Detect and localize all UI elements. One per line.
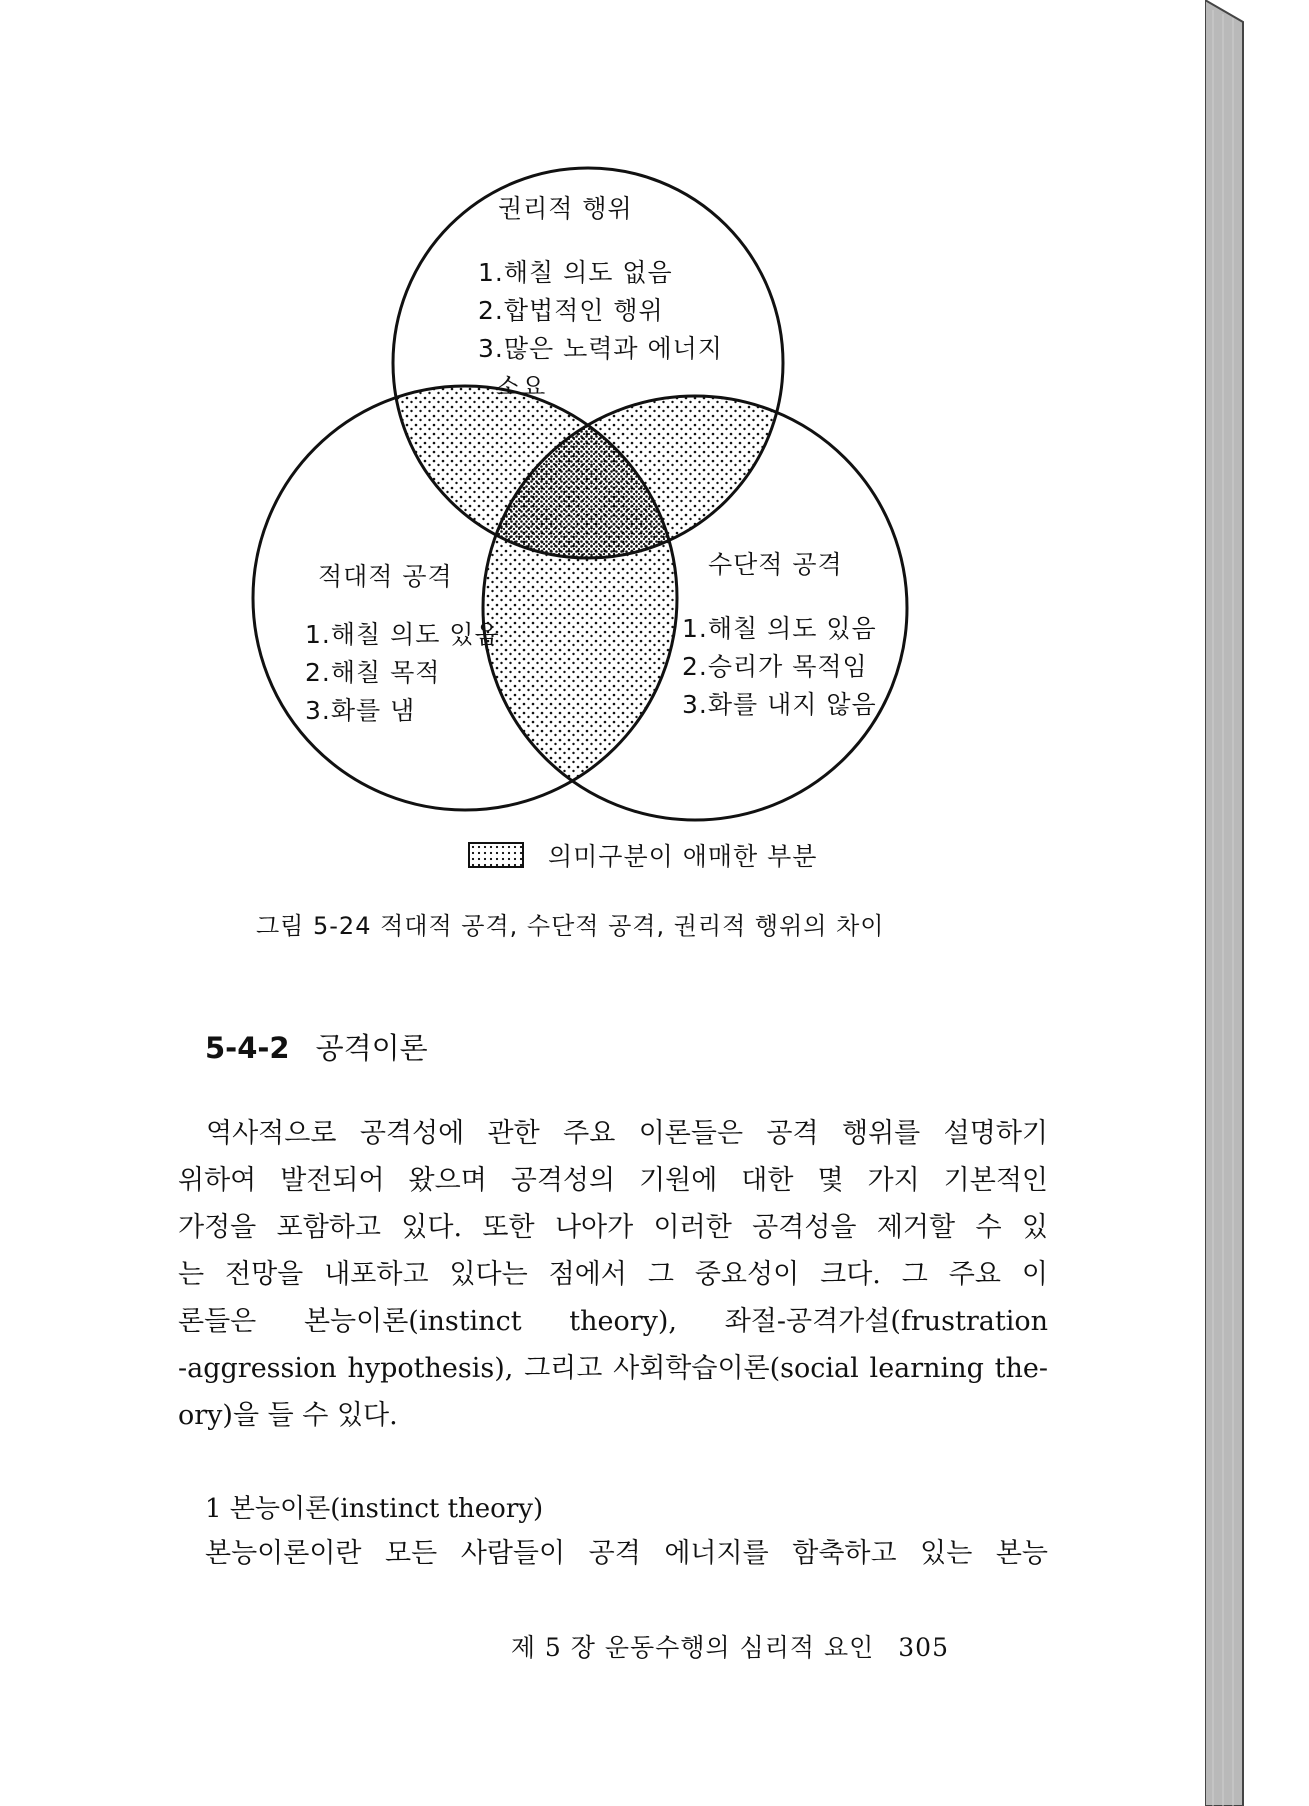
circle-top-text [498, 190, 633, 246]
circle-left-title-wrap [318, 558, 453, 596]
circle-right-title-wrap [708, 546, 843, 584]
circle-left-item: 1.해칠 의도 있음 [305, 620, 500, 649]
circle-top-title: 권리적 행위 [498, 194, 633, 223]
paragraph-line: 는 전망을 내포하고 있다는 점에서 그 중요성이 크다. 그 주요 이 [178, 1259, 1048, 1290]
section-number: 5-4-2 [205, 1031, 290, 1065]
subsection-heading: 1 본능이론(instinct theory) [205, 1494, 544, 1524]
paragraph-line: 가정을 포함하고 있다. 또한 나아가 이러한 공격성을 제거할 수 있 [178, 1212, 1048, 1243]
section-title: 공격이론 [315, 1031, 428, 1065]
circle-left-title: 적대적 공격 [318, 562, 453, 591]
section-paragraph [178, 1110, 1048, 1439]
venn-diagram [0, 0, 1205, 900]
paragraph-line: 역사적으로 공격성에 관한 주요 이론들은 공격 행위를 설명하기 [206, 1118, 1048, 1149]
page-footer [511, 1628, 949, 1664]
footer-chapter: 제 5 장 운동수행의 심리적 요인 [510, 1633, 875, 1662]
circle-right-item: 1.해칠 의도 있음 [682, 614, 877, 643]
circle-left-items [305, 616, 500, 730]
circle-top-item: 소요 [496, 372, 547, 401]
circle-top-item: 3.많은 노력과 에너지 [478, 334, 723, 363]
circle-left-item: 3.화를 냄 [305, 696, 416, 725]
legend-label: 의미구분이 애매한 부분 [548, 842, 818, 871]
circle-left-item: 2.해칠 목적 [305, 658, 441, 687]
legend-dotted-swatch [468, 842, 524, 868]
figure-caption: 그림 5-24 적대적 공격, 수단적 공격, 권리적 행위의 차이 [256, 912, 885, 940]
circle-right-title: 수단적 공격 [708, 550, 843, 579]
circle-top-item: 2.합법적인 행위 [478, 296, 664, 325]
paragraph-line: ory)을 들 수 있다. [178, 1400, 398, 1431]
page-stack-edge [1205, 0, 1309, 1806]
diagram-legend [468, 838, 817, 872]
paragraph-line: 론들은 본능이론(instinct theory), 좌절-공격가설(frustration [178, 1306, 1048, 1337]
circle-right-items [682, 610, 877, 724]
paragraph-line: 위하여 발전되어 왔으며 공격성의 기원에 대한 몇 가지 기본적인 [178, 1165, 1048, 1196]
circle-top-items [478, 254, 723, 406]
circle-right-item: 2.승리가 목적임 [682, 652, 868, 681]
circle-top-item: 1.해칠 의도 없음 [478, 258, 673, 287]
subsection-first-line: 본능이론이란 모든 사람들이 공격 에너지를 함축하고 있는 본능 [205, 1538, 1048, 1569]
page-number: 305 [898, 1633, 949, 1662]
paragraph-line: -aggression hypothesis), 그리고 사회학습이론(social learning the- [178, 1353, 1048, 1384]
section-heading [205, 1026, 428, 1067]
circle-right-item: 3.화를 내지 않음 [682, 690, 877, 719]
